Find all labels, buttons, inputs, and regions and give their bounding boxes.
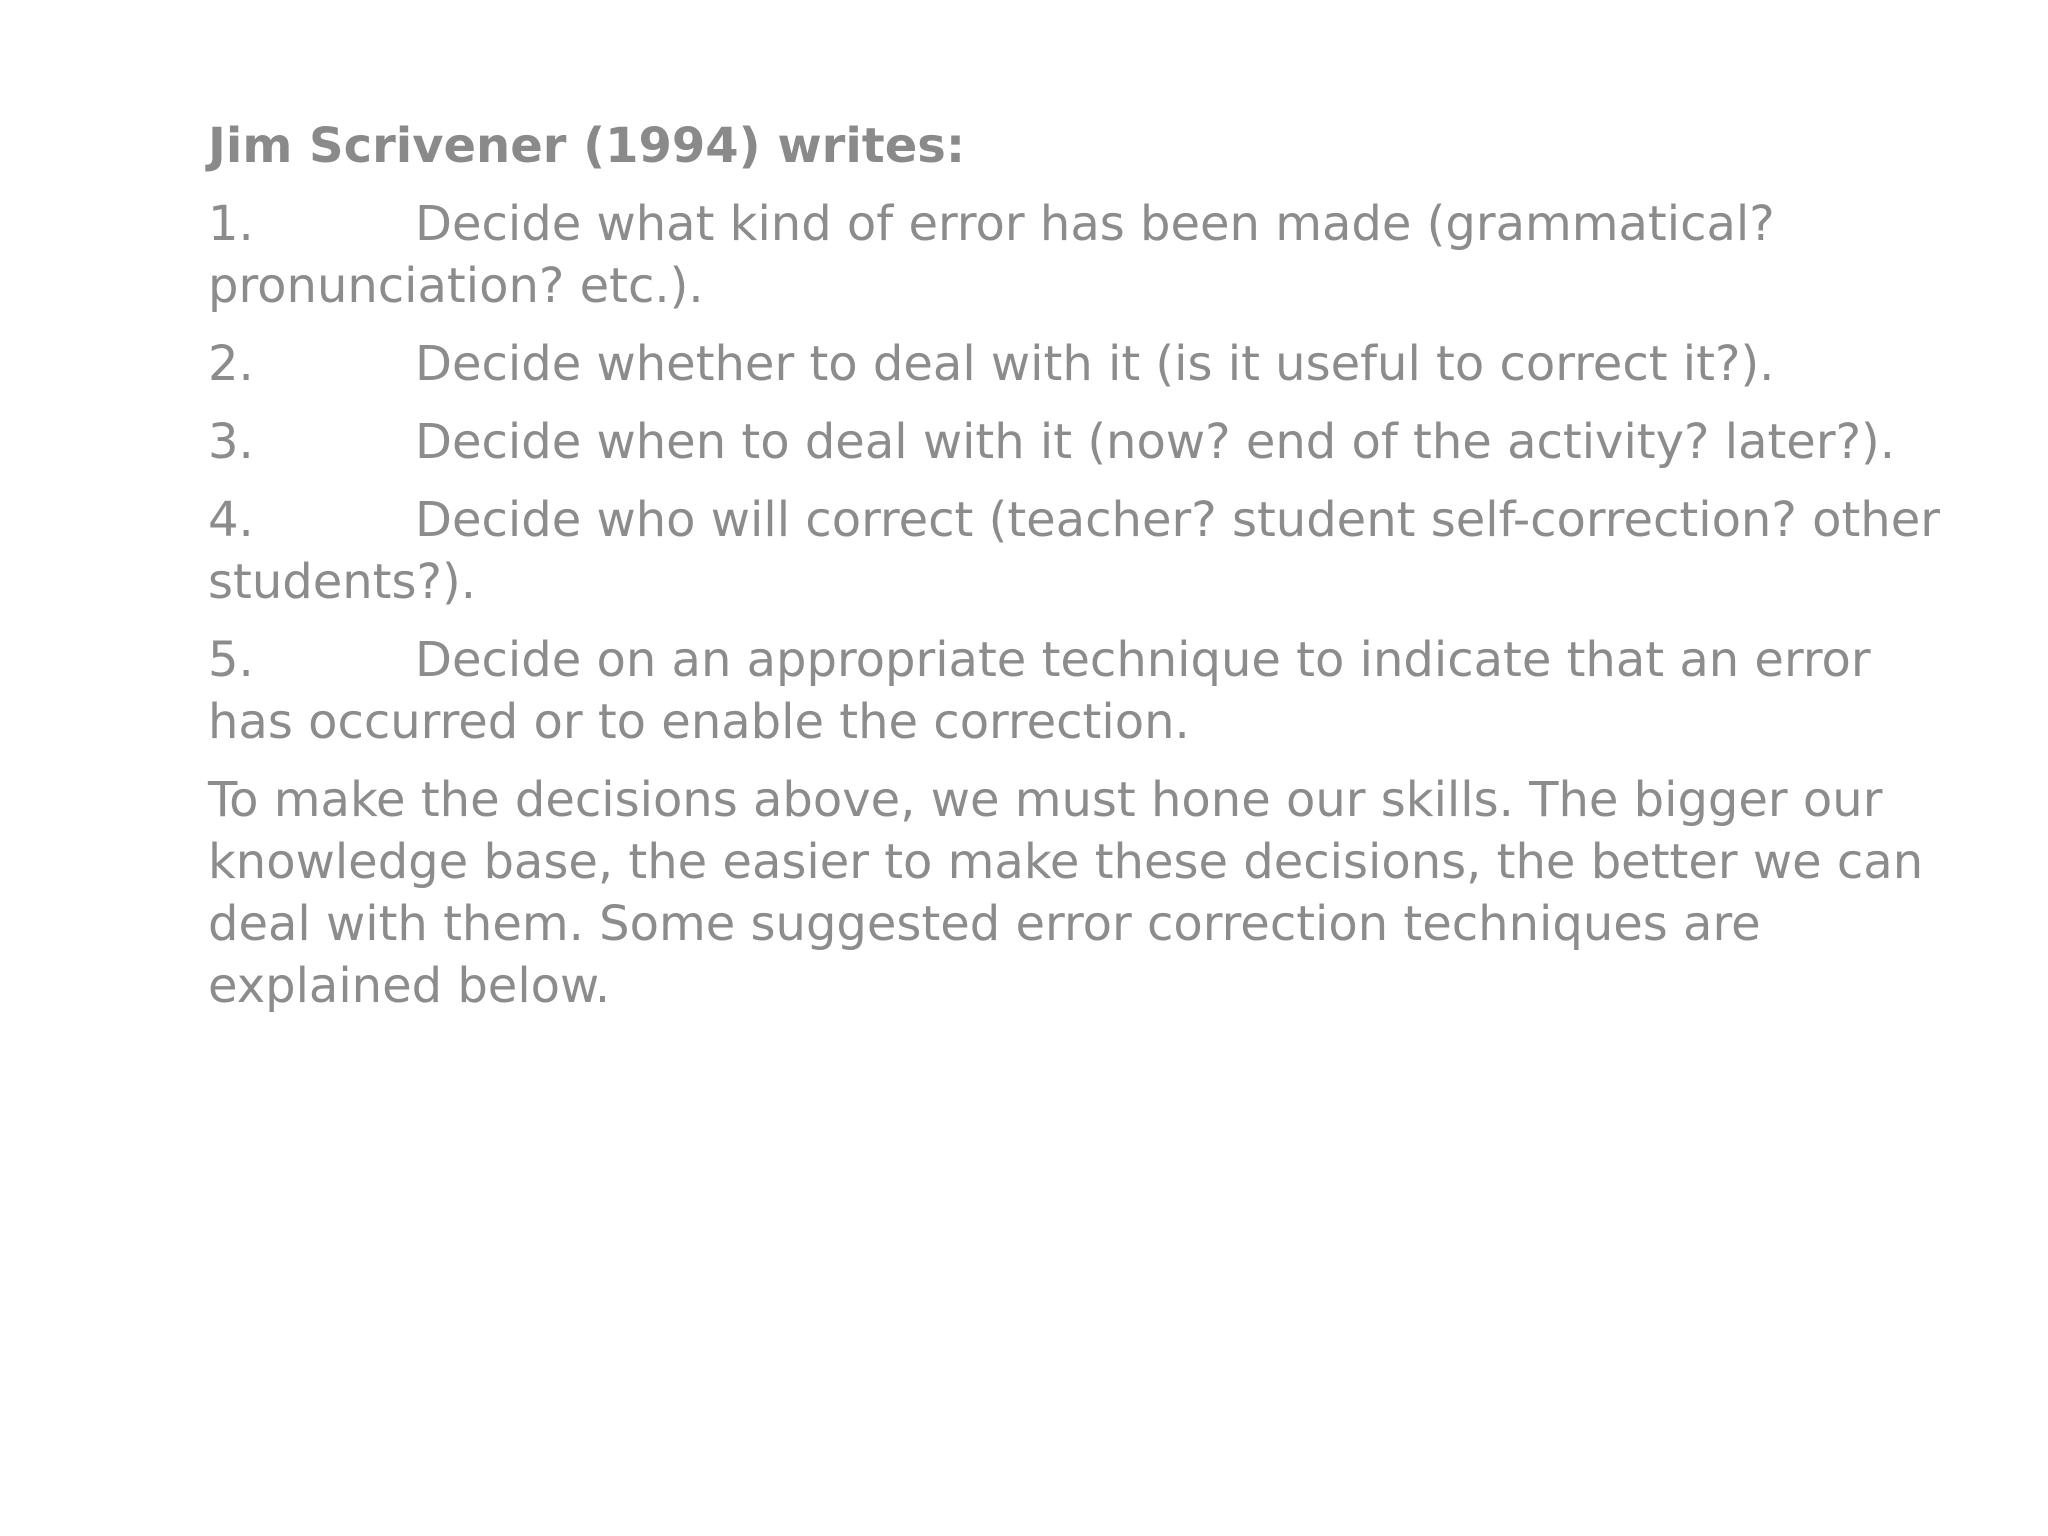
- closing-paragraph: To make the decisions above, we must hone our skills. The bigger our knowledge base, the easier to make these decisions, the better we can deal with them. Some suggested error correction techniques are explained below.: [208, 772, 1924, 1014]
- item-text: Decide on an appropriate technique to indicate that an error has occurred or to enable the correction.: [208, 632, 1871, 750]
- item-number: 5.: [208, 632, 254, 688]
- item-text: Decide whether to deal with it (is it useful to correct it?).: [415, 336, 1775, 392]
- slide-body: [208, 115, 1968, 1017]
- list-item: [208, 411, 1968, 473]
- item-number: 2.: [208, 336, 254, 392]
- list-item: [208, 629, 1968, 753]
- item-text: Decide who will correct (teacher? student self-correction? other students?).: [208, 492, 1940, 610]
- item-number: 3.: [208, 414, 254, 470]
- list-item: [208, 333, 1968, 395]
- slide-heading: Jim Scrivener (1994) writes:: [208, 118, 966, 174]
- item-text: Decide what kind of error has been made (grammatical? pronunciation? etc.).: [208, 196, 1775, 314]
- item-text: Decide when to deal with it (now? end of the activity? later?).: [415, 414, 1896, 470]
- item-number: 1.: [208, 196, 254, 252]
- list-item: [208, 489, 1968, 613]
- item-number: 4.: [208, 492, 254, 548]
- list-item: [208, 193, 1968, 317]
